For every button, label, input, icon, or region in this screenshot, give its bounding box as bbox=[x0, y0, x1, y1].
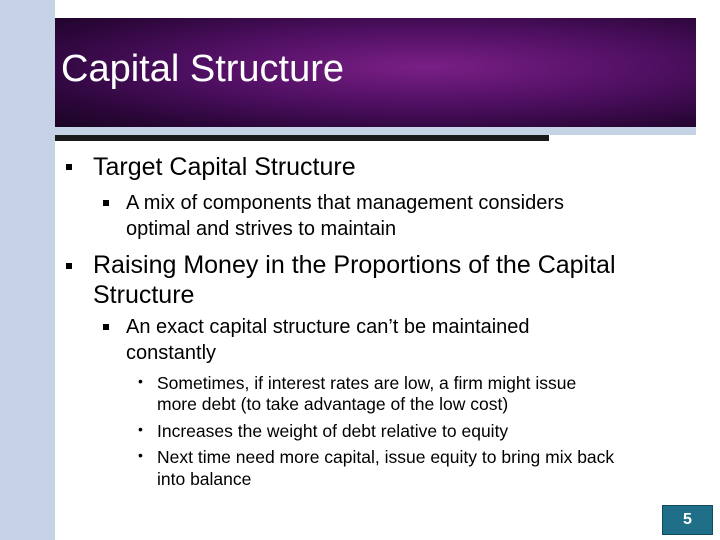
bullet-1-1-line-2: optimal and strives to maintain bbox=[126, 218, 397, 240]
bullet-square-icon bbox=[66, 164, 72, 170]
bullet-dot-icon: • bbox=[138, 421, 143, 437]
title-underline-light bbox=[55, 127, 696, 135]
bullet-2-1-1-line-1: Sometimes, if interest rates are low, a firm might issue bbox=[157, 373, 577, 393]
bullet-1-1-line-1: A mix of components that management considers bbox=[126, 192, 565, 214]
title-underline-dark bbox=[55, 135, 549, 141]
bullet-2-1-3-line-2: into balance bbox=[157, 469, 252, 489]
bullet-2-1-1-line-2: more debt (to take advantage of the low cost) bbox=[157, 394, 509, 414]
bullet-2-1-3-line-1: Next time need more capital, issue equity to bring mix back bbox=[157, 447, 615, 467]
bullet-2-line-1: Raising Money in the Proportions of the Capital bbox=[93, 251, 616, 279]
bullet-dot-icon: • bbox=[138, 373, 143, 389]
bullet-2-1-line-1: An exact capital structure can’t be maintained bbox=[126, 316, 530, 338]
left-accent-bar bbox=[0, 0, 55, 540]
bullet-2-1-line-2: constantly bbox=[126, 342, 217, 364]
bullet-square-icon bbox=[66, 263, 72, 269]
bullet-2-1-2-line-1: Increases the weight of debt relative to equity bbox=[157, 421, 509, 441]
bullet-dot-icon: • bbox=[138, 447, 143, 463]
slide-title: Capital Structure bbox=[61, 48, 345, 90]
bullet-1-text: Target Capital Structure bbox=[93, 153, 356, 181]
bullet-2-line-2: Structure bbox=[93, 281, 195, 309]
bullet-square-icon bbox=[103, 324, 109, 330]
page-number-badge: 5 bbox=[662, 505, 713, 535]
bullet-square-icon bbox=[103, 200, 109, 206]
